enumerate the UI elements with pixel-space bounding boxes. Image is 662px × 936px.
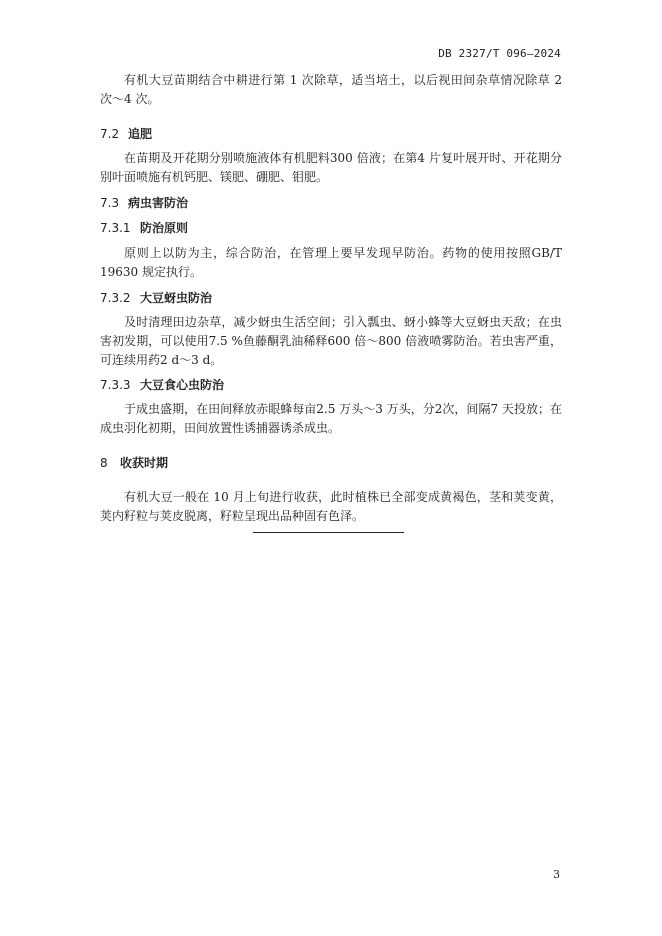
paragraph-harvest: 有机大豆一般在 10 月上旬进行收获，此时植株已全部变成黄褐色，茎和荚变黄，荚内籽粒与荚皮脱离，籽粒呈现出品种固有色泽。 — [100, 490, 562, 523]
paragraph-aphid: 及时清理田边杂草，减少蚜虫生活空间；引入瓢虫、蚜小蜂等大豆蚜虫天敌；在虫害初发期，可以使用7.5 %鱼藤酮乳油稀释600 倍～800 倍液喷雾防治。若虫害严重，可连续用药2 d～3 d。 — [100, 315, 562, 367]
section-title: 大豆蚜虫防治 — [140, 291, 213, 305]
section-7-3-1-heading — [100, 220, 188, 236]
section-title: 病虫害防治 — [128, 196, 189, 210]
end-of-document-rule — [253, 532, 404, 533]
section-number: 7.3.2 — [100, 291, 131, 305]
section-7-2-heading — [100, 126, 152, 142]
section-number: 7.3 — [100, 196, 120, 210]
section-title: 大豆食心虫防治 — [140, 378, 225, 392]
paragraph-borer: 于成虫盛期，在田间释放赤眼蜂每亩2.5 万头～3 万头，分2次，间隔7 天投放；在成虫羽化初期，田间放置性诱捕器诱杀成虫。 — [100, 402, 562, 435]
section-7-3-heading — [100, 195, 188, 211]
section-7-3-2-heading — [100, 290, 212, 306]
section-number: 8 — [100, 456, 108, 470]
page-number: 3 — [553, 868, 560, 881]
section-7-3-3-heading — [100, 377, 224, 393]
section-title: 收获时期 — [120, 456, 169, 470]
section-title: 防治原则 — [140, 221, 189, 235]
paragraph-weeding: 有机大豆苗期结合中耕进行第 1 次除草，适当培土，以后视田间杂草情况除草 2 次～4 次。 — [100, 73, 562, 106]
paragraph-principle: 原则上以防为主，综合防治，在管理上要早发现早防治。药物的使用按照GB/T 19630 规定执行。 — [100, 246, 562, 279]
section-number: 7.3.1 — [100, 221, 131, 235]
section-8-heading — [100, 455, 168, 471]
document-id: DB 2327/T 096—2024 — [438, 47, 561, 60]
paragraph-fertilize: 在苗期及开花期分别喷施液体有机肥料300 倍液；在第4 片复叶展开时、开花期分别叶面喷施有机钙肥、镁肥、硼肥、钼肥。 — [100, 151, 562, 184]
section-title: 追肥 — [128, 127, 153, 141]
section-number: 7.2 — [100, 127, 120, 141]
section-number: 7.3.3 — [100, 378, 131, 392]
